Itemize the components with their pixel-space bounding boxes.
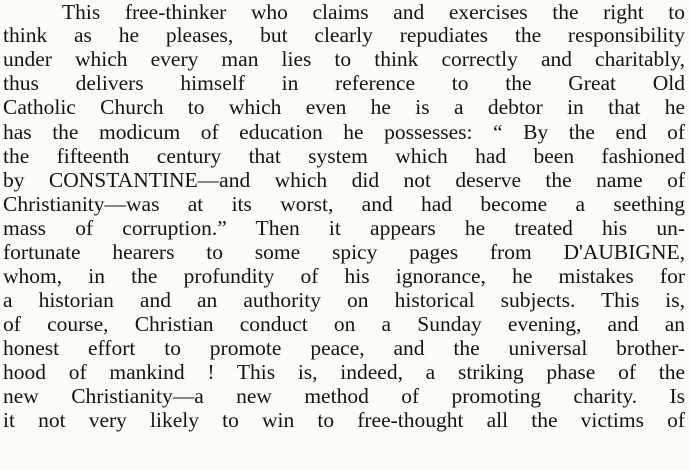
text-line: honest effort to promote peace, and the universal brother- bbox=[3, 336, 685, 360]
text-line: it not very likely to win to free-thought all the victims of bbox=[3, 408, 685, 432]
text-line: fortunate hearers to some spicy pages from D'AUBIGNE, bbox=[3, 240, 685, 264]
text-line: a historian and an authority on historical subjects. This is, bbox=[3, 288, 685, 312]
text-line: has the modicum of education he possesses: “ By the end of bbox=[3, 120, 685, 144]
text-line: hood of mankind ! This is, indeed, a striking phase of the bbox=[3, 360, 685, 384]
text-line: by CONSTANTINE—and which did not deserve the name of bbox=[3, 168, 685, 192]
text-line: Christianity—was at its worst, and had become a seething bbox=[3, 192, 685, 216]
text-line: Catholic Church to which even he is a debtor in that he bbox=[3, 95, 685, 119]
text-line: the fifteenth century that system which had been fashioned bbox=[3, 144, 685, 168]
text-line: of course, Christian conduct on a Sunday evening, and an bbox=[3, 312, 685, 336]
text-line: new Christianity—a new method of promoting charity. Is bbox=[3, 384, 685, 408]
text-line: think as he pleases, but clearly repudiates the responsibility bbox=[3, 23, 685, 47]
text-line: whom, in the profundity of his ignorance, he mistakes for bbox=[3, 264, 685, 288]
text-line: This free-thinker who claims and exercises the right to bbox=[62, 0, 685, 24]
text-line: thus delivers himself in reference to the Great Old bbox=[3, 71, 685, 95]
text-line: mass of corruption.” Then it appears he treated his un- bbox=[3, 216, 685, 240]
text-line: under which every man lies to think correctly and charitably, bbox=[3, 47, 685, 71]
